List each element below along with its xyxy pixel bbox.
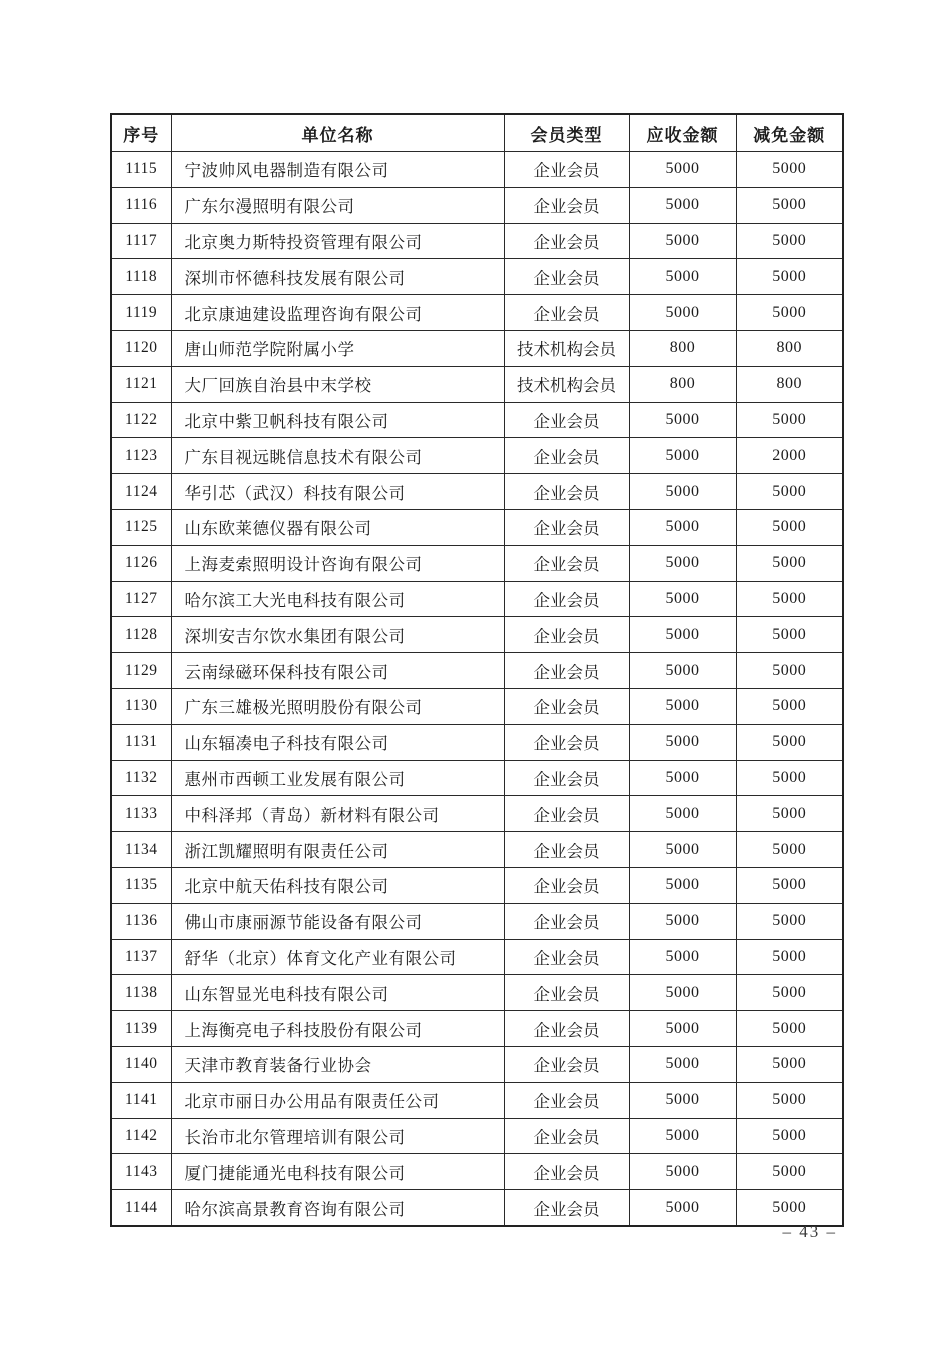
row-number: 1133 bbox=[111, 796, 171, 832]
table-row bbox=[111, 832, 843, 868]
member-type: 企业会员 bbox=[504, 474, 629, 510]
row-number: 1125 bbox=[111, 509, 171, 545]
table-row bbox=[111, 187, 843, 223]
table-row bbox=[111, 1082, 843, 1118]
company-name: 山东辐凑电子科技有限公司 bbox=[171, 724, 504, 760]
table-row bbox=[111, 259, 843, 295]
table-row bbox=[111, 581, 843, 617]
member-type: 企业会员 bbox=[504, 832, 629, 868]
reduction-amount: 5000 bbox=[736, 867, 843, 903]
receivable-amount: 5000 bbox=[629, 295, 736, 331]
reduction-amount: 5000 bbox=[736, 975, 843, 1011]
company-name: 北京市丽日办公用品有限责任公司 bbox=[171, 1082, 504, 1118]
company-name: 山东智显光电科技有限公司 bbox=[171, 975, 504, 1011]
receivable-amount: 5000 bbox=[629, 259, 736, 295]
reduction-amount: 5000 bbox=[736, 474, 843, 510]
reduction-amount: 5000 bbox=[736, 259, 843, 295]
reduction-amount: 5000 bbox=[736, 509, 843, 545]
row-number: 1118 bbox=[111, 259, 171, 295]
table-row bbox=[111, 724, 843, 760]
row-number: 1123 bbox=[111, 438, 171, 474]
row-number: 1124 bbox=[111, 474, 171, 510]
table-row bbox=[111, 366, 843, 402]
col-header-reduction-amount: 减免金额 bbox=[736, 114, 843, 152]
reduction-amount: 5000 bbox=[736, 223, 843, 259]
receivable-amount: 5000 bbox=[629, 724, 736, 760]
row-number: 1129 bbox=[111, 653, 171, 689]
table-row bbox=[111, 903, 843, 939]
member-type: 企业会员 bbox=[504, 1011, 629, 1047]
header-row bbox=[111, 114, 843, 152]
receivable-amount: 5000 bbox=[629, 509, 736, 545]
row-number: 1126 bbox=[111, 545, 171, 581]
row-number: 1130 bbox=[111, 688, 171, 724]
table-row bbox=[111, 509, 843, 545]
row-number: 1116 bbox=[111, 187, 171, 223]
member-type: 企业会员 bbox=[504, 545, 629, 581]
company-name: 厦门捷能通光电科技有限公司 bbox=[171, 1154, 504, 1190]
member-type: 企业会员 bbox=[504, 1046, 629, 1082]
reduction-amount: 800 bbox=[736, 366, 843, 402]
receivable-amount: 5000 bbox=[629, 1154, 736, 1190]
company-name: 中科泽邦（青岛）新材料有限公司 bbox=[171, 796, 504, 832]
reduction-amount: 5000 bbox=[736, 1011, 843, 1047]
member-type: 企业会员 bbox=[504, 939, 629, 975]
row-number: 1121 bbox=[111, 366, 171, 402]
table-row bbox=[111, 867, 843, 903]
company-name: 北京中航天佑科技有限公司 bbox=[171, 867, 504, 903]
reduction-amount: 5000 bbox=[736, 545, 843, 581]
row-number: 1117 bbox=[111, 223, 171, 259]
row-number: 1131 bbox=[111, 724, 171, 760]
receivable-amount: 5000 bbox=[629, 939, 736, 975]
reduction-amount: 5000 bbox=[736, 581, 843, 617]
company-name: 浙江凯耀照明有限责任公司 bbox=[171, 832, 504, 868]
table-row bbox=[111, 438, 843, 474]
reduction-amount: 5000 bbox=[736, 832, 843, 868]
reduction-amount: 5000 bbox=[736, 1154, 843, 1190]
row-number: 1139 bbox=[111, 1011, 171, 1047]
company-name: 大厂回族自治县中末学校 bbox=[171, 366, 504, 402]
row-number: 1137 bbox=[111, 939, 171, 975]
member-type: 企业会员 bbox=[504, 152, 629, 188]
table-row bbox=[111, 939, 843, 975]
table-row bbox=[111, 1118, 843, 1154]
receivable-amount: 5000 bbox=[629, 545, 736, 581]
receivable-amount: 800 bbox=[629, 366, 736, 402]
reduction-amount: 5000 bbox=[736, 295, 843, 331]
reduction-amount: 5000 bbox=[736, 903, 843, 939]
table-body bbox=[111, 152, 843, 1226]
receivable-amount: 5000 bbox=[629, 474, 736, 510]
reduction-amount: 5000 bbox=[736, 688, 843, 724]
receivable-amount: 5000 bbox=[629, 1190, 736, 1226]
company-name: 华引芯（武汉）科技有限公司 bbox=[171, 474, 504, 510]
col-header-receivable-amount: 应收金额 bbox=[629, 114, 736, 152]
member-type: 企业会员 bbox=[504, 581, 629, 617]
reduction-amount: 5000 bbox=[736, 187, 843, 223]
table-row bbox=[111, 1046, 843, 1082]
company-name: 上海衡亮电子科技股份有限公司 bbox=[171, 1011, 504, 1047]
receivable-amount: 5000 bbox=[629, 1046, 736, 1082]
row-number: 1122 bbox=[111, 402, 171, 438]
reduction-amount: 5000 bbox=[736, 1082, 843, 1118]
table-row bbox=[111, 760, 843, 796]
reduction-amount: 5000 bbox=[736, 653, 843, 689]
company-name: 广东目视远眺信息技术有限公司 bbox=[171, 438, 504, 474]
receivable-amount: 5000 bbox=[629, 1118, 736, 1154]
table-row bbox=[111, 330, 843, 366]
receivable-amount: 5000 bbox=[629, 975, 736, 1011]
table-row bbox=[111, 688, 843, 724]
member-type: 技术机构会员 bbox=[504, 366, 629, 402]
row-number: 1142 bbox=[111, 1118, 171, 1154]
reduction-amount: 5000 bbox=[736, 1046, 843, 1082]
receivable-amount: 5000 bbox=[629, 152, 736, 188]
row-number: 1138 bbox=[111, 975, 171, 1011]
receivable-amount: 5000 bbox=[629, 617, 736, 653]
reduction-amount: 5000 bbox=[736, 796, 843, 832]
reduction-amount: 800 bbox=[736, 330, 843, 366]
receivable-amount: 5000 bbox=[629, 653, 736, 689]
company-name: 北京中紫卫帆科技有限公司 bbox=[171, 402, 504, 438]
receivable-amount: 5000 bbox=[629, 760, 736, 796]
table-row bbox=[111, 1011, 843, 1047]
reduction-amount: 5000 bbox=[736, 760, 843, 796]
membership-fee-table bbox=[110, 113, 844, 1227]
member-type: 企业会员 bbox=[504, 796, 629, 832]
reduction-amount: 5000 bbox=[736, 402, 843, 438]
row-number: 1127 bbox=[111, 581, 171, 617]
member-type: 企业会员 bbox=[504, 1118, 629, 1154]
table-header bbox=[111, 114, 843, 152]
member-type: 企业会员 bbox=[504, 295, 629, 331]
company-name: 北京奥力斯特投资管理有限公司 bbox=[171, 223, 504, 259]
receivable-amount: 5000 bbox=[629, 1011, 736, 1047]
company-name: 哈尔滨高景教育咨询有限公司 bbox=[171, 1190, 504, 1226]
company-name: 长治市北尔管理培训有限公司 bbox=[171, 1118, 504, 1154]
receivable-amount: 5000 bbox=[629, 1082, 736, 1118]
member-type: 企业会员 bbox=[504, 259, 629, 295]
member-type: 企业会员 bbox=[504, 1082, 629, 1118]
company-name: 宁波帅风电器制造有限公司 bbox=[171, 152, 504, 188]
company-name: 天津市教育装备行业协会 bbox=[171, 1046, 504, 1082]
reduction-amount: 2000 bbox=[736, 438, 843, 474]
company-name: 云南绿磁环保科技有限公司 bbox=[171, 653, 504, 689]
member-type: 企业会员 bbox=[504, 903, 629, 939]
table-row bbox=[111, 653, 843, 689]
member-type: 企业会员 bbox=[504, 402, 629, 438]
row-number: 1144 bbox=[111, 1190, 171, 1226]
member-type: 企业会员 bbox=[504, 438, 629, 474]
table-row bbox=[111, 617, 843, 653]
row-number: 1141 bbox=[111, 1082, 171, 1118]
receivable-amount: 5000 bbox=[629, 688, 736, 724]
table-row bbox=[111, 1190, 843, 1226]
receivable-amount: 5000 bbox=[629, 796, 736, 832]
receivable-amount: 5000 bbox=[629, 581, 736, 617]
reduction-amount: 5000 bbox=[736, 152, 843, 188]
member-type: 企业会员 bbox=[504, 1154, 629, 1190]
reduction-amount: 5000 bbox=[736, 617, 843, 653]
company-name: 深圳市怀德科技发展有限公司 bbox=[171, 259, 504, 295]
row-number: 1119 bbox=[111, 295, 171, 331]
company-name: 哈尔滨工大光电科技有限公司 bbox=[171, 581, 504, 617]
table-row bbox=[111, 1154, 843, 1190]
receivable-amount: 5000 bbox=[629, 223, 736, 259]
col-header-member-type: 会员类型 bbox=[504, 114, 629, 152]
reduction-amount: 5000 bbox=[736, 1190, 843, 1226]
reduction-amount: 5000 bbox=[736, 724, 843, 760]
company-name: 惠州市西顿工业发展有限公司 bbox=[171, 760, 504, 796]
row-number: 1140 bbox=[111, 1046, 171, 1082]
table-row bbox=[111, 975, 843, 1011]
row-number: 1120 bbox=[111, 330, 171, 366]
table-row bbox=[111, 474, 843, 510]
row-number: 1135 bbox=[111, 867, 171, 903]
member-type: 企业会员 bbox=[504, 724, 629, 760]
receivable-amount: 5000 bbox=[629, 438, 736, 474]
table-row bbox=[111, 152, 843, 188]
member-type: 企业会员 bbox=[504, 653, 629, 689]
company-name: 广东尔漫照明有限公司 bbox=[171, 187, 504, 223]
member-type: 技术机构会员 bbox=[504, 330, 629, 366]
receivable-amount: 5000 bbox=[629, 832, 736, 868]
member-type: 企业会员 bbox=[504, 223, 629, 259]
company-name: 佛山市康丽源节能设备有限公司 bbox=[171, 903, 504, 939]
table-row bbox=[111, 545, 843, 581]
row-number: 1134 bbox=[111, 832, 171, 868]
member-type: 企业会员 bbox=[504, 688, 629, 724]
row-number: 1115 bbox=[111, 152, 171, 188]
member-type: 企业会员 bbox=[504, 187, 629, 223]
member-type: 企业会员 bbox=[504, 1190, 629, 1226]
col-header-index: 序号 bbox=[111, 114, 171, 152]
receivable-amount: 800 bbox=[629, 330, 736, 366]
receivable-amount: 5000 bbox=[629, 867, 736, 903]
table-row bbox=[111, 402, 843, 438]
company-name: 北京康迪建设监理咨询有限公司 bbox=[171, 295, 504, 331]
receivable-amount: 5000 bbox=[629, 402, 736, 438]
company-name: 广东三雄极光照明股份有限公司 bbox=[171, 688, 504, 724]
company-name: 舒华（北京）体育文化产业有限公司 bbox=[171, 939, 504, 975]
company-name: 上海麦索照明设计咨询有限公司 bbox=[171, 545, 504, 581]
company-name: 唐山师范学院附属小学 bbox=[171, 330, 504, 366]
page-number: – 43 – bbox=[782, 1222, 837, 1241]
member-type: 企业会员 bbox=[504, 975, 629, 1011]
receivable-amount: 5000 bbox=[629, 187, 736, 223]
company-name: 深圳安吉尔饮水集团有限公司 bbox=[171, 617, 504, 653]
reduction-amount: 5000 bbox=[736, 1118, 843, 1154]
col-header-company-name: 单位名称 bbox=[171, 114, 504, 152]
member-type: 企业会员 bbox=[504, 617, 629, 653]
member-type: 企业会员 bbox=[504, 509, 629, 545]
row-number: 1143 bbox=[111, 1154, 171, 1190]
table-row bbox=[111, 295, 843, 331]
receivable-amount: 5000 bbox=[629, 903, 736, 939]
row-number: 1132 bbox=[111, 760, 171, 796]
company-name: 山东欧莱德仪器有限公司 bbox=[171, 509, 504, 545]
table-row bbox=[111, 796, 843, 832]
row-number: 1136 bbox=[111, 903, 171, 939]
table-row bbox=[111, 223, 843, 259]
member-type: 企业会员 bbox=[504, 760, 629, 796]
row-number: 1128 bbox=[111, 617, 171, 653]
member-type: 企业会员 bbox=[504, 867, 629, 903]
reduction-amount: 5000 bbox=[736, 939, 843, 975]
